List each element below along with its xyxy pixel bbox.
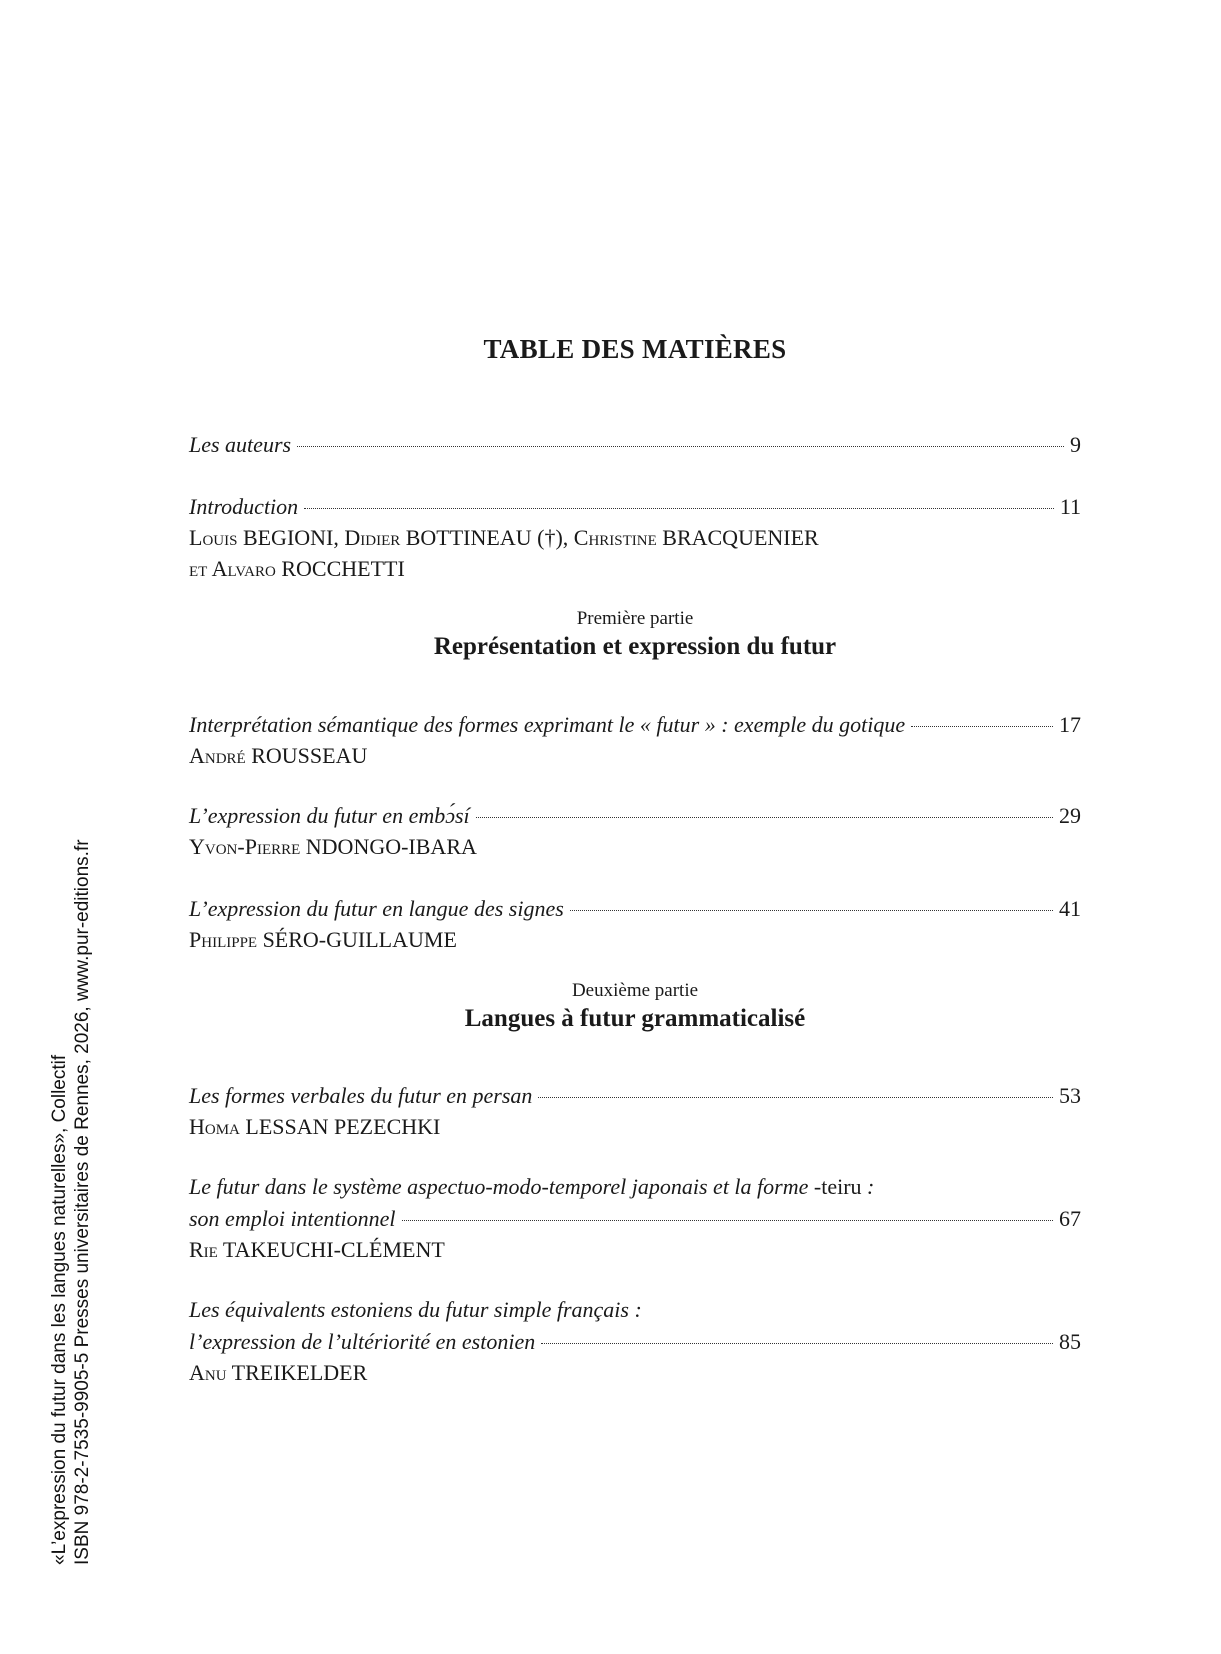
toc-entry-title: Les auteurs [189,432,292,457]
toc-entry-page: 41 [1059,896,1081,921]
toc-entry-title: L’expression du futur en embɔ́sí [189,803,470,828]
toc-entry-page: 67 [1059,1206,1081,1231]
toc-entry-gotique[interactable] [189,709,1081,741]
toc-entry-page: 85 [1059,1329,1081,1354]
toc-entry-author: et Alvaro ROCCHETTI [189,556,405,581]
toc-entry-author: Homa LESSAN PEZECHKI [189,1114,441,1139]
part-title: Langues à futur grammaticalisé [464,1005,806,1032]
page-title: TABLE DES MATIÈRES [483,334,787,364]
dot-leader [402,1220,1053,1221]
toc-entry-title-line: Le futur dans le système aspectuo-modo-temporel japonais et la forme -teiru : [189,1174,875,1199]
toc-entry-author: Philippe SÉRO-GUILLAUME [189,927,457,952]
dot-leader [304,508,1054,509]
toc-entry-author: Louis BEGIONI, Didier BOTTINEAU (†), Christine BRACQUENIER [189,525,819,550]
toc-entry-page: 53 [1059,1083,1081,1108]
dot-leader [297,446,1064,447]
dot-leader [570,910,1053,911]
dot-leader [538,1097,1053,1098]
toc-entry-author: Yvon-Pierre NDONGO-IBARA [189,834,477,859]
toc-entry-persan[interactable] [189,1080,1081,1112]
toc-entry-title: L’expression du futur en langue des signes [189,896,564,921]
toc-entry-estonien[interactable] [189,1326,1081,1358]
toc-entry-title: l’expression de l’ultériorité en estonien [189,1329,536,1354]
toc-entry-signes[interactable] [189,893,1081,925]
dot-leader [541,1343,1053,1344]
toc-entry-author: Anu TREIKELDER [189,1360,368,1385]
toc-entry-title: son emploi intentionnel [189,1206,396,1231]
toc-entry-introduction[interactable] [189,491,1081,523]
dot-leader [476,817,1053,818]
toc-entry-author: Rie TAKEUCHI-CLÉMENT [189,1237,445,1262]
part-label: Deuxième partie [571,980,699,1001]
toc-entry-page: 17 [1059,712,1081,737]
toc-entry-title-line: Les équivalents estoniens du futur simple français : [189,1297,642,1322]
part-title: Représentation et expression du futur [433,633,837,660]
toc-entry-author: André ROUSSEAU [189,743,368,768]
toc-entry-auteurs[interactable] [189,429,1081,461]
toc-entry-page: 29 [1059,803,1081,828]
side-copyright-notice [48,745,94,1565]
part-label: Première partie [576,608,694,629]
toc-entry-title: Interprétation sémantique des formes exprimant le « futur » : exemple du gotique [189,712,906,737]
toc-entry-embosi[interactable] [189,800,1081,832]
toc-entry-title: Les formes verbales du futur en persan [189,1083,533,1108]
side-line-isbn: ISBN 978-2-7535-9905-5 Presses universitaires de Rennes, 2026, www.pur-editions.fr [72,839,93,1565]
side-line-title: «L’expression du futur dans les langues naturelles», Collectif [49,1054,70,1565]
toc-entry-page: 11 [1059,494,1081,519]
toc-entry-title: Introduction [189,494,299,519]
toc-entry-japonais[interactable] [189,1203,1081,1235]
toc-entry-page: 9 [1070,432,1081,457]
dot-leader [911,726,1053,727]
